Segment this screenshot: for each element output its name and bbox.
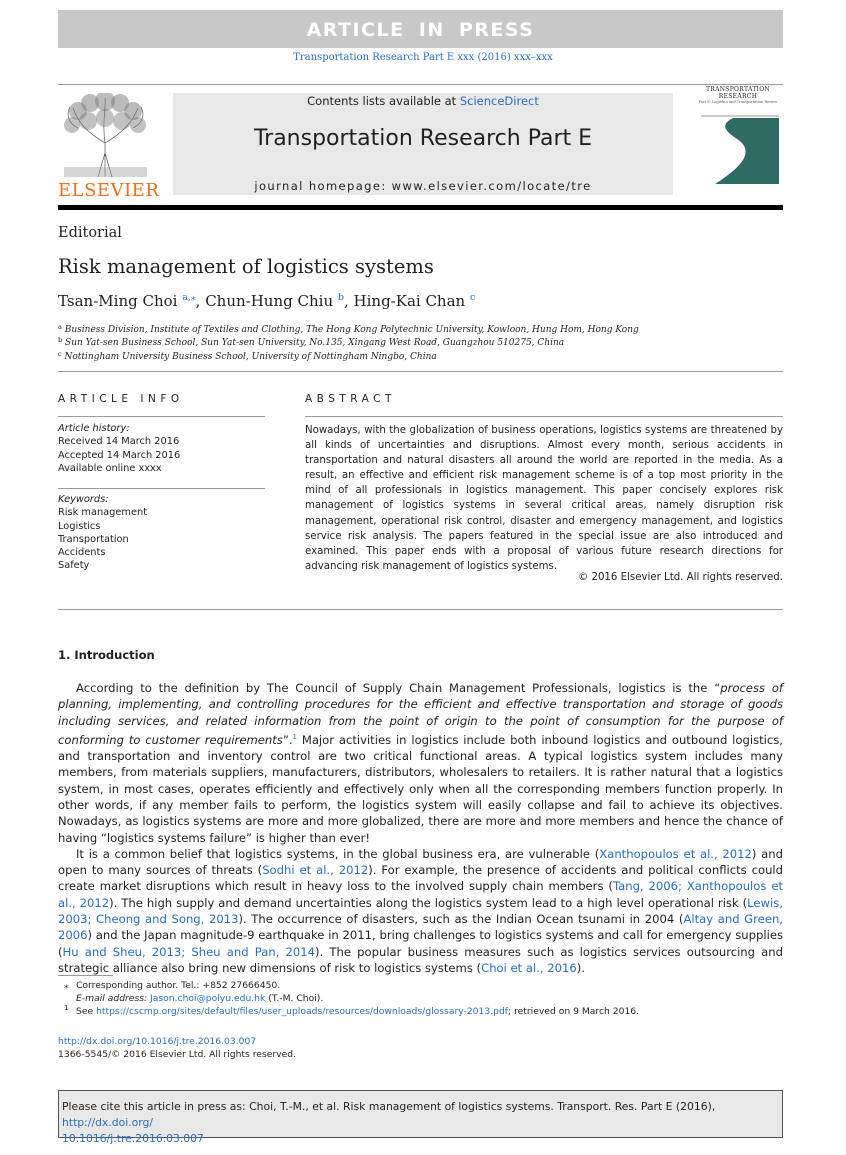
article-type: Editorial	[58, 225, 122, 241]
keyword: Accidents	[58, 547, 106, 559]
abstract-heading: ABSTRACT	[305, 393, 396, 405]
glossary-url-link[interactable]: https://cscmp.org/sites/default/files/user_uploads/resources/downloads/glossary-2013.pdf	[96, 1006, 509, 1017]
article-in-press-banner: ARTICLE IN PRESS	[58, 10, 783, 48]
citation-link[interactable]: Altay and Green, 2006	[58, 912, 783, 943]
keyword: Safety	[58, 560, 90, 572]
author-name: Tsan-Ming Choi	[58, 292, 178, 310]
elsevier-wordmark: ELSEVIER	[58, 180, 160, 201]
citation-link[interactable]: Hu and Sheu, 2013; Sheu and Pan, 2014	[62, 944, 316, 959]
paragraph: It is a common belief that logistics systems, in the global business era, are vulnerable (Xanthopoulos et al., 2012) and open to many sources of threats (Sodhi et al., 2012). For example, the presence of accidents and political conflicts could create market disruptions which result in heavy loss to the involved supply chain members (Tang, 2006; Xanthopoulos et al., 2012). The high supply and demand uncertainties along the logistics system lead to a high level operational risk (Lewis, 2003; Cheong and Song, 2013). The occurrence of disasters, such as the Indian Ocean tsunami in 2004 (Altay and Green, 2006) and the Japan magnitude-9 earthquake in 2011, bring challenges to logistics systems and call for emergency supplies (Hu and Sheu, 2013; Sheu and Pan, 2014). The popular business measures such as logistics services outsourcing and strategic alliance also bring new dimensions of risk to logistics systems (Choi et al., 2016).	[58, 846, 784, 975]
keyword: Risk management	[58, 507, 148, 519]
sciencedirect-link[interactable]: ScienceDirect	[459, 94, 539, 108]
abstract-copyright: © 2016 Elsevier Ltd. All rights reserved.	[578, 572, 783, 583]
citation-link[interactable]: Lewis, 2003; Cheong and Song, 2013	[58, 895, 783, 927]
introduction-body	[58, 680, 783, 976]
email-link[interactable]: Jason.choi@polyu.edu.hk	[150, 993, 266, 1004]
citation-link[interactable]: Xanthopoulos et al., 2012	[599, 846, 752, 861]
cite-doi-link[interactable]: http://dx.doi.org/	[62, 1116, 153, 1129]
paragraph: According to the definition by The Council of Supply Chain Management Professionals, logistics is the “process of planning, implementing, and controlling procedures for the efficient and effective transportation and storage of goods including services, and related information from the point of origin to the point of consumption for the purpose of conforming to customer requirements”.$^1$ Major activities in logistics include both inbound logistics and outbound logistics, and transportation and inventory control are two critical functional areas. A typical logistics system includes many members, from materials suppliers, manufacturers, distributors, wholesalers to retailers. It is rather natural that a logistics system, in most cases, operates efficiently and effectively only when all the corresponding members function properly. In other words, if any member fails to perform, the logistics system will easily collapse and fail to achieve its objectives. Nowadays, as logistics systems are more and more globalized, there are more and more members and hence the chance of having “logistics systems failure” is higher than ever!	[58, 681, 784, 845]
journal-masthead	[173, 93, 673, 195]
article-info-heading: ARTICLE INFO	[58, 393, 184, 405]
author-name: Chun-Hung Chiu	[205, 292, 334, 310]
journal-title: Transportation Research Part E	[253, 126, 593, 151]
author-affil-link[interactable]: b	[337, 292, 344, 303]
cover-title: TRANSPORTATION RESEARCH	[705, 86, 770, 100]
journal-cover-thumbnail	[693, 86, 783, 188]
section-heading-introduction: 1. Introduction	[58, 648, 155, 662]
header-divider	[58, 84, 783, 85]
contents-line: Contents lists available at ScienceDirect	[307, 94, 539, 108]
journal-homepage[interactable]: journal homepage: www.elsevier.com/locate/tre	[254, 179, 592, 193]
affiliation: $^a$ Business Division, Institute of Textiles and Clothing, The Hong Kong Polytechnic University, Kowloon, Hung Hom, Hong Kong	[58, 323, 639, 335]
cite-this-article-box: Please cite this article in press as: Choi, T.-M., et al. Risk management of logistics systems. Transport. Res. Part E (2016), http://dx.doi.org/ 10.1016/j.tre.2016.03.007	[58, 1090, 783, 1138]
abstract-end-divider	[58, 609, 783, 610]
author-list: Tsan-Ming Choi $^{a,⁎}$, Chun-Hung Chiu $^b$, Hing-Kai Chan $^c$	[58, 292, 476, 310]
cite-doi-link-cont[interactable]: 10.1016/j.tre.2016.03.007	[62, 1132, 204, 1145]
footnote-1: 1 See https://cscmp.org/sites/default/files/user_uploads/resources/downloads/glossary-2013.pdf; retrieved on 9 March 2016.	[64, 1004, 640, 1017]
author-name: Hing-Kai Chan	[353, 292, 466, 310]
email-note: E-mail address: Jason.choi@polyu.edu.hk (T.-M. Choi).	[76, 993, 324, 1004]
journal-reference-link[interactable]: Transportation Research Part E xxx (2016) xxx–xxx	[293, 52, 553, 63]
affiliation: $^c$ Nottingham University Business School, University of Nottingham Ningbo, China	[58, 350, 437, 362]
abstract-divider	[305, 416, 783, 417]
footnote-link[interactable]: 1	[292, 732, 297, 741]
masthead-thick-rule	[58, 205, 783, 210]
footnote-divider	[58, 975, 113, 976]
issn-line: 1366-5545/© 2016 Elsevier Ltd. All rights reserved.	[58, 1049, 297, 1060]
author-affil-link[interactable]: a,⁎	[182, 292, 196, 303]
footnotes	[58, 980, 639, 1017]
article-title: Risk management of logistics systems	[58, 255, 434, 278]
keywords-divider	[58, 488, 265, 489]
article-history: Article history: Received 14 March 2016 Accepted 14 March 2016 Available online xxxx	[58, 423, 181, 474]
affiliation-divider	[58, 371, 783, 372]
doi-link[interactable]: http://dx.doi.org/10.1016/j.tre.2016.03.007	[58, 1036, 257, 1047]
corresponding-author-note: ⁎ Corresponding author. Tel.: +852 27666450.	[64, 980, 281, 991]
abstract-text: Nowadays, with the globalization of business operations, logistics systems are threatened by all kinds of uncertainties and disruptions. Almost every month, serious accidents in transportation and natural disasters all around the world are reported in the media. As a result, an effective and efficient risk management scheme is of a top most priority in the mind of all professionals in logistics management. This paper concisely explores risk management of logistics systems in several critical areas, namely disruption risk management, operational risk control, disaster and emergency management, and logistics service risk analysis. The papers featured in the special issue are also introduced and examined. This paper ends with a proposal of various future research directions for advancing risk management of logistics systems.	[305, 425, 783, 572]
affiliation: $^b$ Sun Yat-sen Business School, Sun Yat-sen University, No.135, Xingang West Road, Guangzhou 510275, China	[58, 336, 565, 348]
cover-subtitle: Part E: Logistics and Transportation Review	[698, 100, 778, 104]
article-info-divider	[58, 416, 265, 417]
author-affil-link[interactable]: c	[469, 292, 476, 303]
keyword: Transportation	[58, 533, 129, 545]
keyword: Logistics	[58, 520, 101, 532]
citation-link[interactable]: Choi et al., 2016	[481, 960, 577, 975]
cover-art	[693, 106, 783, 184]
keywords-list: Keywords: Risk management Logistics Transportation Accidents Safety	[58, 493, 265, 573]
citation-link[interactable]: Tang, 2006; Xanthopoulos et al., 2012	[58, 879, 784, 910]
citation-link[interactable]: Sodhi et al., 2012	[262, 863, 369, 878]
